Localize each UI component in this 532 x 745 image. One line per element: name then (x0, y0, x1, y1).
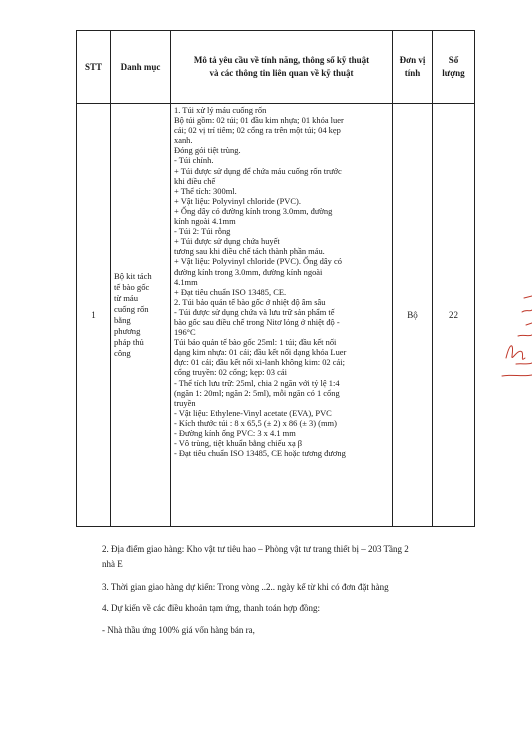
note-delivery-location-cont: nhà E (102, 559, 123, 569)
table-header-row (77, 31, 475, 104)
cell-stt: 1 (77, 104, 111, 527)
description-line: đường kính trong 3.0mm, đường kính ngoài (174, 266, 323, 277)
description-line: - Túi được sử dụng chứa và lưu trữ sản phẩm tế (174, 306, 335, 317)
description-line: 2. Túi bảo quản tế bào gốc ở nhiệt độ âm sâu (174, 296, 326, 307)
description-line: + Ống dây có đường kính trong 3.0mm, đường (174, 205, 333, 216)
table-row (77, 104, 475, 527)
cell-quantity: 22 (433, 104, 475, 527)
description-line: (ngăn 1: 20ml; ngăn 2: 5ml), mỗi ngăn có 1 cổng (174, 387, 340, 398)
description-line: 1. Túi xử lý máu cuống rốn (174, 105, 267, 115)
description-line: + Vật liệu: Polyvinyl chloride (PVC). Ống dây có (174, 256, 342, 267)
cell-category: Bộ kit tách tế bào gốc từ máu cuống rốn bằng phương pháp thủ công (111, 104, 171, 527)
description-line: dạng kim nhựa: 01 cái; đầu kết nối dạng khóa Luer (174, 347, 347, 358)
header-stt: STT (77, 31, 111, 104)
note-contract-terms: 4. Dự kiến về các điều khoản tạm ứng, thanh toán hợp đồng: (102, 603, 320, 613)
description-line: - Vô trùng, tiệt khuẩn bằng chiếu xạ β (174, 438, 303, 449)
description-line: - Kích thước túi : 8 x 65,5 (± 2) x 86 (± 3) (mm) (174, 417, 337, 428)
description-line: tương sau khi điều chế tách thành phần máu. (174, 246, 325, 257)
specification-table (76, 30, 475, 527)
description-line: Túi bảo quản tế bào gốc 25ml: 1 túi; đầu kết nối (174, 337, 337, 348)
cell-description (171, 104, 393, 527)
description-line: - Vật liệu: Ethylene-Vinyl acetate (EVA), PVC (174, 407, 332, 418)
description-line: cái; 02 vị trí tiêm; 02 cổng ra trên một túi; 04 kẹp (174, 125, 341, 136)
description-line: cổng truyền: 02 cổng; kẹp: 03 cái (174, 367, 287, 378)
description-line: kính ngoài 4.1mm (174, 216, 236, 227)
description-line: 196°C (174, 327, 196, 338)
description-line: + Vật liệu: Polyvinyl chloride (PVC). (174, 195, 301, 206)
note-advance-payment: - Nhà thầu ứng 100% giá vốn hàng bán ra, (102, 625, 255, 635)
description-line: đực: 01 cái; đầu kết nối xi-lanh không kim: 02 cái; (174, 357, 345, 368)
header-description: Mô tả yêu cầu về tính năng, thông số kỹ thuật và các thông tin liên quan về kỹ thuật (171, 31, 393, 104)
note-delivery-time: 3. Thời gian giao hàng dự kiến: Trong vòng ..2.. ngày kể từ khi có đơn đặt hàng (102, 582, 389, 592)
note-delivery-location: 2. Địa điểm giao hàng: Kho vật tư tiêu hao – Phòng vật tư trang thiết bị – 203 Tầng 2 (102, 544, 409, 554)
description-line: - Thể tích lưu trữ: 25ml, chia 2 ngăn với tỷ lệ 1:4 (174, 377, 340, 388)
description-line: Đóng gói tiệt trùng. (174, 145, 241, 156)
description-line: - Túi chính. (174, 155, 214, 166)
description-line: + Thể tích: 300ml. (174, 185, 237, 196)
description-line: + Túi được sử dụng chứa huyết (174, 236, 280, 247)
header-unit: Đơn vị tính (393, 31, 433, 104)
description-line: xanh. (174, 135, 193, 146)
header-quantity: Số lượng (433, 31, 475, 104)
description-line: - Đường kính ống PVC: 3 x 4.1 mm (174, 428, 296, 438)
description-text (171, 104, 392, 526)
header-category: Danh mục (111, 31, 171, 104)
description-line: Bộ túi gồm: 02 túi; 01 đầu kim nhựa; 01 khóa luer (174, 115, 344, 126)
description-line: khi điều chế (174, 175, 216, 186)
description-line: + Đạt tiêu chuẩn ISO 13485, CE. (174, 286, 287, 297)
description-line: 4.1mm (174, 276, 198, 287)
cell-unit: Bộ (393, 104, 433, 527)
description-line: + Túi được sử dụng để chứa máu cuống rốn trước (174, 165, 342, 176)
description-line: bào gốc sau điều chế trong Nitơ lỏng ở nhiệt độ - (174, 316, 340, 327)
description-line: - Đạt tiêu chuẩn ISO 13485, CE hoặc tương đương (174, 448, 346, 459)
description-line: - Túi 2: Túi rỗng (174, 226, 231, 237)
description-line: truyền (174, 397, 196, 408)
margin-signature-mark (498, 292, 532, 384)
